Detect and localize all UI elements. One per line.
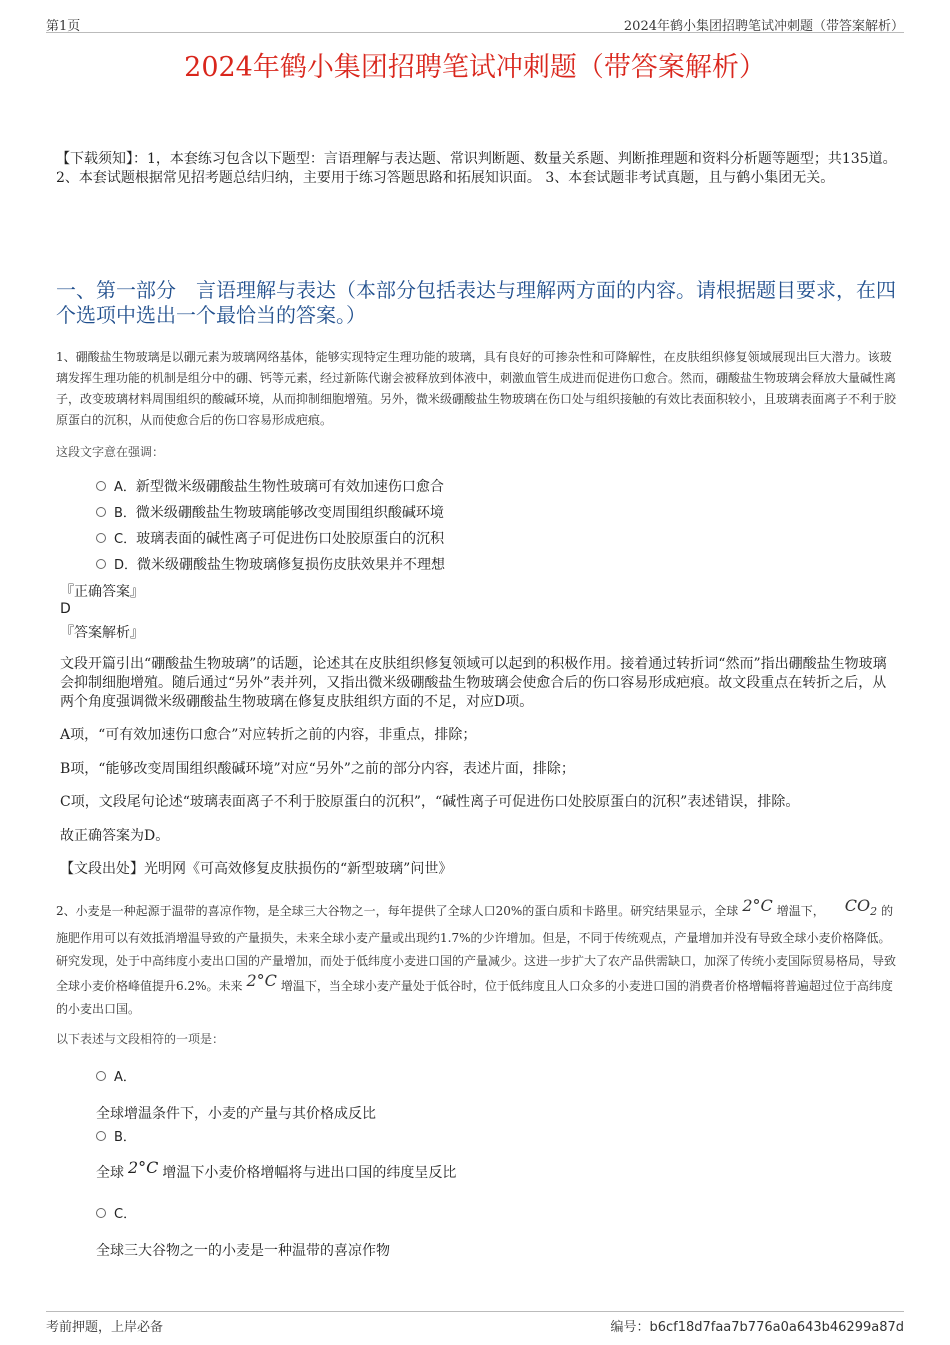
analysis-option-b: B项，“能够改变周围组织酸碱环境”对应“另外”之前的部分内容，表述片面，排除； — [60, 761, 575, 777]
q2-option-c-text: 全球三大谷物之一的小麦是一种温带的喜凉作物 — [96, 1243, 390, 1259]
analysis-conclusion: 故正确答案为D。 — [60, 828, 170, 844]
answer-label: 『正确答案』 — [60, 584, 144, 600]
radio-icon[interactable] — [96, 507, 106, 517]
q1-option-c[interactable]: C．玻璃表面的碱性离子可促进伤口处胶原蛋白的沉积 — [96, 528, 444, 548]
radio-icon[interactable] — [96, 481, 106, 491]
q2-option-c-radio[interactable]: C． — [96, 1203, 136, 1222]
header-doc-title: 2024年鹤小集团招聘笔试冲刺题（带答案解析） — [623, 19, 904, 34]
q1-option-b[interactable]: B．微米级硼酸盐生物玻璃能够改变周围组织酸碱环境 — [96, 502, 444, 522]
page-number: 第1页 — [46, 19, 81, 34]
radio-icon[interactable] — [96, 533, 106, 543]
analysis-paragraph: 文段开篇引出“硼酸盐生物玻璃”的话题，论述其在皮肤组织修复领域可以起到的积极作用。接着通过转折词“然而”指出硼酸盐生物玻璃会抑制细胞增殖。随后通过“另外”表并列，又指出微米级硼酸盐生物玻璃会使愈合后的伤口容易形成疤痕。故文段重点在转折之后，从两个角度强调微米级硼酸盐生物玻璃在修复皮肤组织方面的不足，对应D项。 — [60, 656, 887, 710]
q2-option-a-text: 全球增温条件下，小麦的产量与其价格成反比 — [96, 1106, 376, 1122]
radio-icon[interactable] — [96, 1071, 106, 1081]
math-2c: 2°C — [246, 971, 277, 991]
q2-option-b-radio[interactable]: B． — [96, 1126, 136, 1145]
question-1-text: 1、硼酸盐生物玻璃是以硼元素为玻璃网络基体，能够实现特定生理功能的玻璃，具有良好的可掺杂性和可降解性，在皮肤组织修复领域展现出巨大潜力。该玻璃发挥生理功能的机制是组分中的硼、钙等元素，经过新陈代谢会被释放到体液中，刺激血管生成进而促进伤口愈合。然而，硼酸盐生物玻璃会释放大量碱性离子，改变玻璃材料周围组织的酸碱环境，从而抑制细胞增殖。另外，微米级硼酸盐生物玻璃在伤口处与组织接触的有效比表面积较小，且玻璃表面离子不利于胶原蛋白的沉积，从而使愈合后的伤口容易形成疤痕。 — [56, 350, 897, 427]
q1-option-d[interactable]: D．微米级硼酸盐生物玻璃修复损伤皮肤效果并不理想 — [96, 554, 445, 574]
analysis-option-c: C项，文段尾句论述“玻璃表面离子不利于胶原蛋白的沉积”，“碱性离子可促进伤口处胶原蛋白的沉积”表述错误，排除。 — [60, 794, 800, 810]
analysis-source: 【文段出处】光明网《可高效修复皮肤损伤的“新型玻璃”问世》 — [60, 861, 453, 877]
question-2-prompt: 以下表述与文段相符的一项是： — [56, 1032, 225, 1046]
q2-option-b-text: 全球 2°C 增温下小麦价格增幅将与进出口国的纬度呈反比 — [96, 1158, 457, 1181]
q1-option-a[interactable]: A．新型微米级硼酸盐生物性玻璃可有效加速伤口愈合 — [96, 476, 444, 496]
radio-icon[interactable] — [96, 1208, 106, 1218]
analysis-option-a: A项，“可有效加速伤口愈合”对应转折之前的内容，非重点，排除； — [60, 727, 477, 743]
page-title: 2024年鹤小集团招聘笔试冲刺题（带答案解析） — [184, 52, 766, 83]
radio-icon[interactable] — [96, 1131, 106, 1141]
q2-option-a-radio[interactable]: A． — [96, 1066, 136, 1085]
answer-value: D — [60, 601, 71, 617]
page-footer — [46, 1311, 904, 1335]
download-notice: 【下载须知】：1，本套练习包含以下题型：言语理解与表达题、常识判断题、数量关系题、判断推理题和资料分析题等题型；共135道。 2、本套试题根据常见招考题总结归纳，主要用于练习答题思路和拓展知识面。 3、本套试题非考试真题，且与鹤小集团无关。 — [56, 151, 897, 186]
section-title: 一、第一部分 言语理解与表达（本部分包括表达与理解两方面的内容。请根据题目要求，在四个选项中选出一个最恰当的答案。） — [56, 278, 896, 327]
footer-slogan: 考前押题，上岸必备 — [46, 1320, 164, 1335]
question-1-prompt: 这段文字意在强调： — [56, 445, 165, 459]
question-2-text: 2、小麦是一种起源于温带的喜凉作物，是全球三大谷物之一，每年提供了全球人口20%的蛋白质和卡路里。研究结果显示，全球 2°C 增温下， $CO_2$ 的施肥作用可以有效抵消增温导致的产量损失，未来全球小麦产量或出现约1.7%的少许增加。但是，不同于传统观点，产量增加并没有导致全球小麦价格降低。研究发现，处于中高纬度小麦出口国的产量增加，而处于低纬度小麦进口国的产量减少。这进一步扩大了农产品供需缺口，加深了传统小麦国际贸易格局，导致全球小麦价格峰值提升6.2%。未来 2°C 增温下，当全球小麦产量处于低谷时，位于低纬度且人口众多的小麦进口国的消费者价格增幅将普遍超过位于高纬度的小麦出口国。 — [56, 896, 897, 1017]
footer-code: 编号：b6cf18d7faa7b776a0a643b46299a87d — [610, 1320, 904, 1335]
math-2c: 2°C — [742, 896, 773, 915]
radio-icon[interactable] — [96, 559, 106, 569]
page-header — [46, 12, 904, 33]
math-co2: $CO_2$ — [844, 896, 878, 919]
math-2c: 2°C — [128, 1158, 159, 1177]
analysis-label: 『答案解析』 — [60, 625, 144, 641]
